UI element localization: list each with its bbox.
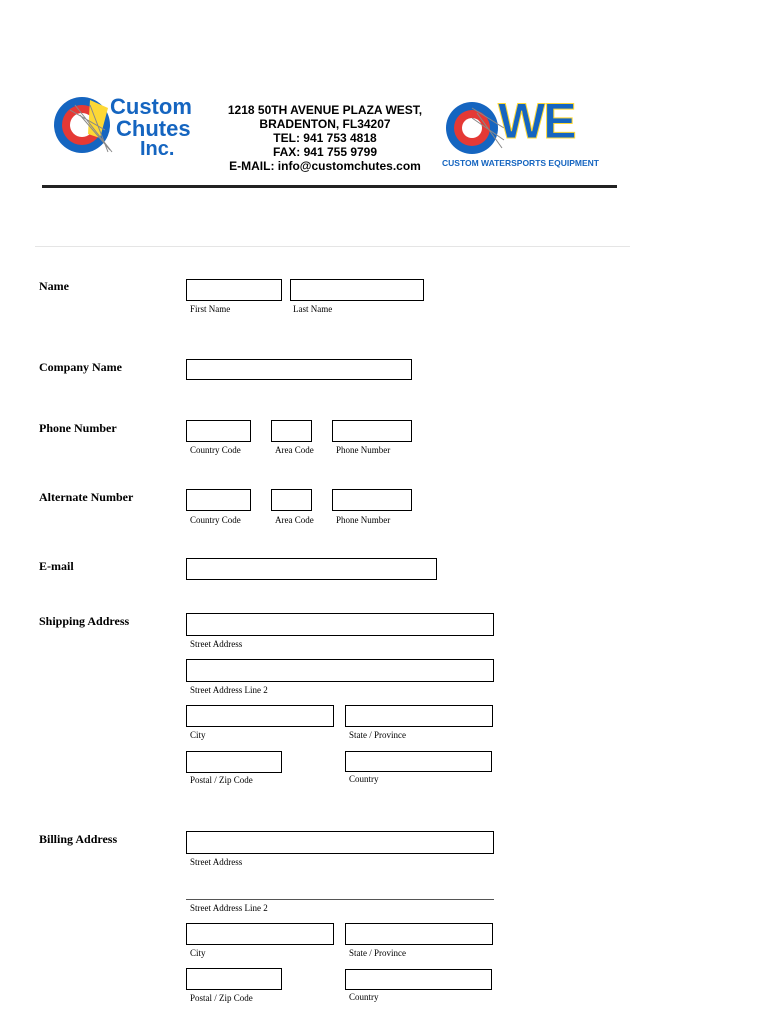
alt-country-code-input[interactable] bbox=[186, 489, 251, 511]
billing-postal-sublabel: Postal / Zip Code bbox=[190, 993, 253, 1003]
name-label: Name bbox=[39, 279, 69, 293]
alt-area-code-input[interactable] bbox=[271, 489, 312, 511]
phone-country-code-input[interactable] bbox=[186, 420, 251, 442]
address-line-1-text: 1218 50TH AVENUE PLAZA WEST, bbox=[227, 103, 423, 117]
shipping-city-input[interactable] bbox=[186, 705, 334, 727]
cwe-tagline: CUSTOM WATERSPORTS EQUIPMENT bbox=[442, 158, 599, 168]
shipping-street2-input[interactable] bbox=[186, 659, 494, 682]
first-name-input[interactable] bbox=[186, 279, 282, 301]
billing-city-input[interactable] bbox=[186, 923, 334, 945]
email-label: E-mail bbox=[39, 559, 74, 573]
billing-street2-input[interactable] bbox=[186, 899, 494, 900]
billing-label: Billing Address bbox=[39, 832, 118, 846]
alt-number-input[interactable] bbox=[332, 489, 412, 511]
billing-state-input[interactable] bbox=[345, 923, 493, 945]
logo-line-chutes: Chutes bbox=[116, 116, 191, 141]
phone-area-code-sublabel: Area Code bbox=[275, 445, 314, 455]
billing-street-sublabel: Street Address bbox=[190, 857, 243, 867]
cwe-letters: WE bbox=[498, 93, 575, 149]
billing-street-input[interactable] bbox=[186, 831, 494, 854]
fax-line: FAX: 941 755 9799 bbox=[272, 145, 378, 159]
email-line: E-MAIL: info@customchutes.com bbox=[229, 159, 421, 173]
tel-line: TEL: 941 753 4818 bbox=[273, 131, 377, 145]
alt-area-code-sublabel: Area Code bbox=[275, 515, 314, 525]
billing-country-sublabel: Country bbox=[349, 992, 379, 1002]
shipping-state-input[interactable] bbox=[345, 705, 493, 727]
shipping-label: Shipping Address bbox=[39, 614, 130, 628]
shipping-street2-sublabel: Street Address Line 2 bbox=[190, 685, 268, 695]
header-divider bbox=[35, 246, 630, 247]
address-line-2: BRADENTON, FL34207 bbox=[259, 117, 391, 131]
shipping-postal-sublabel: Postal / Zip Code bbox=[190, 775, 253, 785]
alt-number-sublabel: Phone Number bbox=[336, 515, 391, 525]
company-label: Company Name bbox=[39, 360, 122, 374]
phone-area-code-input[interactable] bbox=[271, 420, 312, 442]
email-input[interactable] bbox=[186, 558, 437, 580]
billing-city-sublabel: City bbox=[190, 948, 206, 958]
shipping-state-sublabel: State / Province bbox=[349, 730, 406, 740]
logo-line-custom: Custom bbox=[110, 94, 192, 119]
last-name-input[interactable] bbox=[290, 279, 424, 301]
phone-label: Phone Number bbox=[39, 421, 117, 435]
address-line-1 bbox=[220, 103, 430, 117]
cwe-logo bbox=[440, 90, 615, 170]
alt-country-code-sublabel: Country Code bbox=[190, 515, 241, 525]
billing-state-sublabel: State / Province bbox=[349, 948, 406, 958]
phone-number-input[interactable] bbox=[332, 420, 412, 442]
header-rule bbox=[42, 185, 617, 188]
billing-postal-input[interactable] bbox=[186, 968, 282, 990]
company-input[interactable] bbox=[186, 359, 412, 380]
phone-country-code-sublabel: Country Code bbox=[190, 445, 241, 455]
shipping-city-sublabel: City bbox=[190, 730, 206, 740]
alternate-label: Alternate Number bbox=[39, 490, 134, 504]
billing-street2-sublabel: Street Address Line 2 bbox=[190, 903, 268, 913]
shipping-street-sublabel: Street Address bbox=[190, 639, 243, 649]
billing-country-input[interactable] bbox=[345, 969, 492, 990]
logo-line-inc: Inc. bbox=[140, 138, 175, 160]
shipping-postal-input[interactable] bbox=[186, 751, 282, 773]
last-name-sublabel: Last Name bbox=[293, 304, 333, 314]
shipping-country-sublabel: Country bbox=[349, 774, 379, 784]
letterhead bbox=[42, 85, 617, 190]
custom-chutes-logo bbox=[50, 90, 220, 170]
shipping-country-input[interactable] bbox=[345, 751, 492, 772]
first-name-sublabel: First Name bbox=[190, 304, 231, 314]
phone-number-sublabel: Phone Number bbox=[336, 445, 391, 455]
shipping-street-input[interactable] bbox=[186, 613, 494, 636]
address-block bbox=[220, 103, 430, 173]
